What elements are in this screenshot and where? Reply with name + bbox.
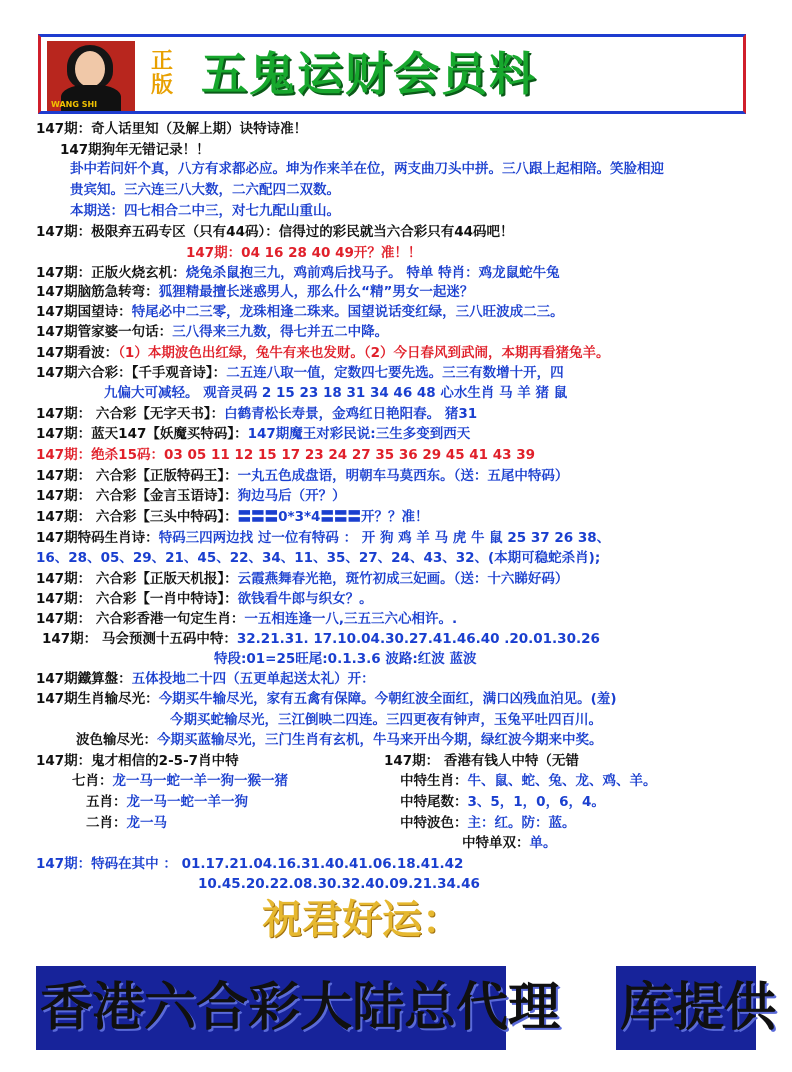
text-line [170,711,602,729]
text-line [36,690,617,708]
text-segment: 龙一马一蛇一羊一狗一猴一猪 [112,773,288,789]
text-segment: 主：红。防：蓝。 [467,815,576,831]
text-line [104,384,567,402]
text-segment: 牛、鼠、蛇、兔、龙、鸡、羊。 [467,773,657,789]
text-segment: 五肖： [86,794,127,810]
text-segment: 32.21.31. 17.10.04.30.27.41.46.40 .20.01.30.26 [236,631,600,647]
text-segment: 一丸五色成盘语，明朝车马莫西东。（送：五尾中特码） [237,468,569,484]
portrait-face [75,51,105,87]
text-segment: 147期六合彩：【千手观音诗】： [36,365,227,381]
text-segment: 特段:01=25旺尾:0.1.3.6 波路:红波 蓝波 [214,651,477,667]
text-segment: 147期魔王对彩民说:三生多变到西天 [247,426,471,442]
text-segment: 本期送：四七相合二中三，对七九配山重山。 [70,203,340,219]
text-segment: 狗边马后（开？） [237,488,346,504]
text-line [36,670,375,688]
text-line [72,772,288,790]
text-segment: 云霞燕舞春光艳，斑竹初成三妃画。（送：十六睇好码） [237,571,569,587]
text-segment: 147期：04 16 28 40 49开？准！！ [186,245,422,261]
text-line [36,752,239,770]
text-segment: 九偏大可减轻。 观音灵码 2 15 23 18 31 34 46 48 心水生肖 马 羊 猪 鼠 [104,385,568,401]
footer-right-text: 库提供 [620,977,777,1038]
text-segment: 147期： 六合彩【一肖中特诗】： [36,591,238,607]
text-segment: 147期： 马会预测十五码中特： [42,631,237,647]
text-line [70,181,340,199]
text-segment: 147期特码生肖诗： [36,530,159,546]
text-segment: 龙一马 [126,815,167,831]
text-line [36,855,463,873]
text-segment: 147期：奇人话里知（及解上期）诀特诗准！ [36,121,308,137]
text-line [400,772,657,790]
text-line [36,283,473,301]
text-segment: 3、5，1，0，6，4。 [467,794,605,810]
text-line [36,610,457,628]
text-segment: （1）本期波色出红绿，兔牛有来也发财。（2）今日春风到武闹，本期再看猪兔羊。 [118,345,610,361]
text-line [36,487,346,505]
text-line [36,590,373,608]
text-segment: 三八得来三九数，得七并五二中降。 [172,324,389,340]
text-line [186,244,421,262]
text-segment: 欲钱看牛郎与织女？。 [237,591,373,607]
text-segment: 147期： 六合彩【金言玉语诗】： [36,488,238,504]
text-segment: 波色输尽光： [76,732,157,748]
text-segment: 特尾必中二三零，龙珠相逢二珠来。国望说话变红绿，三八旺波成二三。 [131,304,564,320]
page-title: 五鬼运财会员料 [201,47,537,101]
text-line [36,405,477,423]
text-line [36,344,609,362]
text-segment: 147期： 六合彩【正版天机报】： [36,571,238,587]
text-line [60,141,210,159]
text-line [36,303,564,321]
text-line [36,570,568,588]
text-line [70,160,664,178]
text-line [36,264,560,282]
text-segment: 16、28、05、29、21、45、22、34、11、35、27、24、43、32、(本期可稳蛇杀肖); [36,550,601,566]
text-segment: 147期狗年无错记录！！ [60,142,210,158]
text-segment: 二五连八取一值，定数四七要先选。三三有数增十开，四 [226,365,564,381]
text-line [86,814,167,832]
text-segment: 147期看波： [36,345,119,361]
text-segment: 二肖： [86,815,127,831]
text-line [70,202,340,220]
text-segment: 中特生肖： [400,773,468,789]
text-line [36,446,535,464]
text-segment: 147期：鬼才相信的2-5-7肖中特 [36,753,239,769]
header-banner [38,34,746,114]
text-line [36,549,600,567]
zhengban-badge: 正版 [151,48,174,98]
text-segment: 147期： 六合彩【三头中特码】： [36,509,238,525]
text-segment: 147期： 六合彩【无字天书】： [36,406,225,422]
text-segment: 特码三四两边找 过一位有特码 ： 开 狗 鸡 羊 马 虎 牛 鼠 25 37 26 38、 [158,530,611,546]
text-line [400,814,576,832]
text-segment: 五体投地二十四（五更单起送太礼）开： [131,671,375,687]
footer-left-text: 香港六合彩大陆总代理 [40,977,561,1038]
text-segment: 今期买牛输尽光，家有五禽有保障。今朝红波全面红，满口凶残血泊见。(羞) [158,691,617,707]
text-segment: 白鹤青松长寿景，金鸡红日艳阳春。 猪31 [224,406,478,422]
text-segment: 贵宾知。三六连三八大数，二六配四二双数。 [70,182,340,198]
text-segment: 147期脑筋急转弯： [36,284,159,300]
text-segment: 147期：绝杀15码：03 05 11 12 15 17 23 24 27 35 36 29 45 41 43 39 [36,447,536,463]
blessing-text: 祝君好运： [262,896,462,943]
text-line [462,834,557,852]
text-line [36,508,428,526]
text-segment: 单。 [529,835,557,851]
footer-banner [36,966,777,1050]
text-segment: 今期买蛇输尽光，三江倒映二四连。三四更夜有钟声，玉兔平吐四百川。 [170,712,602,728]
text-line [86,793,248,811]
text-segment: 147期：蓝天147【妖魔买特码】： [36,426,248,442]
photo-caption: WANG SHI [51,100,98,109]
text-segment: 147期：特码在其中 ： 01.17.21.04.16.31.40.41.06.18.41.42 [36,856,464,872]
text-segment: 中特尾数： [400,794,468,810]
portrait-photo [47,41,135,111]
text-line [76,731,603,749]
text-segment: 中特波色： [400,815,468,831]
text-segment: 147期国望诗： [36,304,132,320]
text-line [36,529,610,547]
text-line [36,467,568,485]
text-segment: 龙一马一蛇一羊一狗 [126,794,248,810]
text-segment: 147期：极限弃五码专区（只有44码）：信得过的彩民就当六合彩只有44码吧！ [36,224,514,240]
text-segment: 147期：正版火烧玄机： [36,265,186,281]
text-segment: 10.45.20.22.08.30.32.40.09.21.34.46 [198,876,480,892]
text-line [384,752,579,770]
text-line [36,120,307,138]
text-segment: 卦中若问奸个真，八方有求都必应。坤为作来羊在位，两支曲刀头中拼。三八跟上起相陪。笑脸相迎 [70,161,664,177]
text-segment: 狐狸精最擅长迷惑男人，那么什么“精”男女一起迷？ [158,284,474,300]
text-line [36,364,564,382]
text-segment: 147期管家婆一句话： [36,324,173,340]
text-line [36,323,388,341]
text-segment: 147期生肖输尽光： [36,691,159,707]
text-line [400,793,605,811]
text-segment: 〓〓〓0*3*4〓〓〓开？？准！ [237,509,429,525]
text-segment: 147期： 香港有钱人中特（无错 [384,753,579,769]
text-segment: 七肖： [72,773,113,789]
text-segment: 147期： 六合彩香港一句定生肖： [36,611,245,627]
text-segment: 一五相连逢一八,三五三六心相许。. [244,611,458,627]
text-segment: 烧兔杀鼠抱三九，鸡前鸡后找马子。 特单 特肖：鸡龙鼠蛇牛兔 [185,265,560,281]
text-segment: 中特单双： [462,835,530,851]
text-segment: 今期买蓝输尽光，三门生肖有玄机，牛马来开出今期，绿红波今期来中奖。 [157,732,603,748]
text-line [36,425,470,443]
text-segment: 147期： 六合彩【正版特码王】： [36,468,238,484]
text-line [214,650,476,668]
text-line [36,223,514,241]
text-line [42,630,600,648]
text-segment: 147期鐵算盤： [36,671,132,687]
